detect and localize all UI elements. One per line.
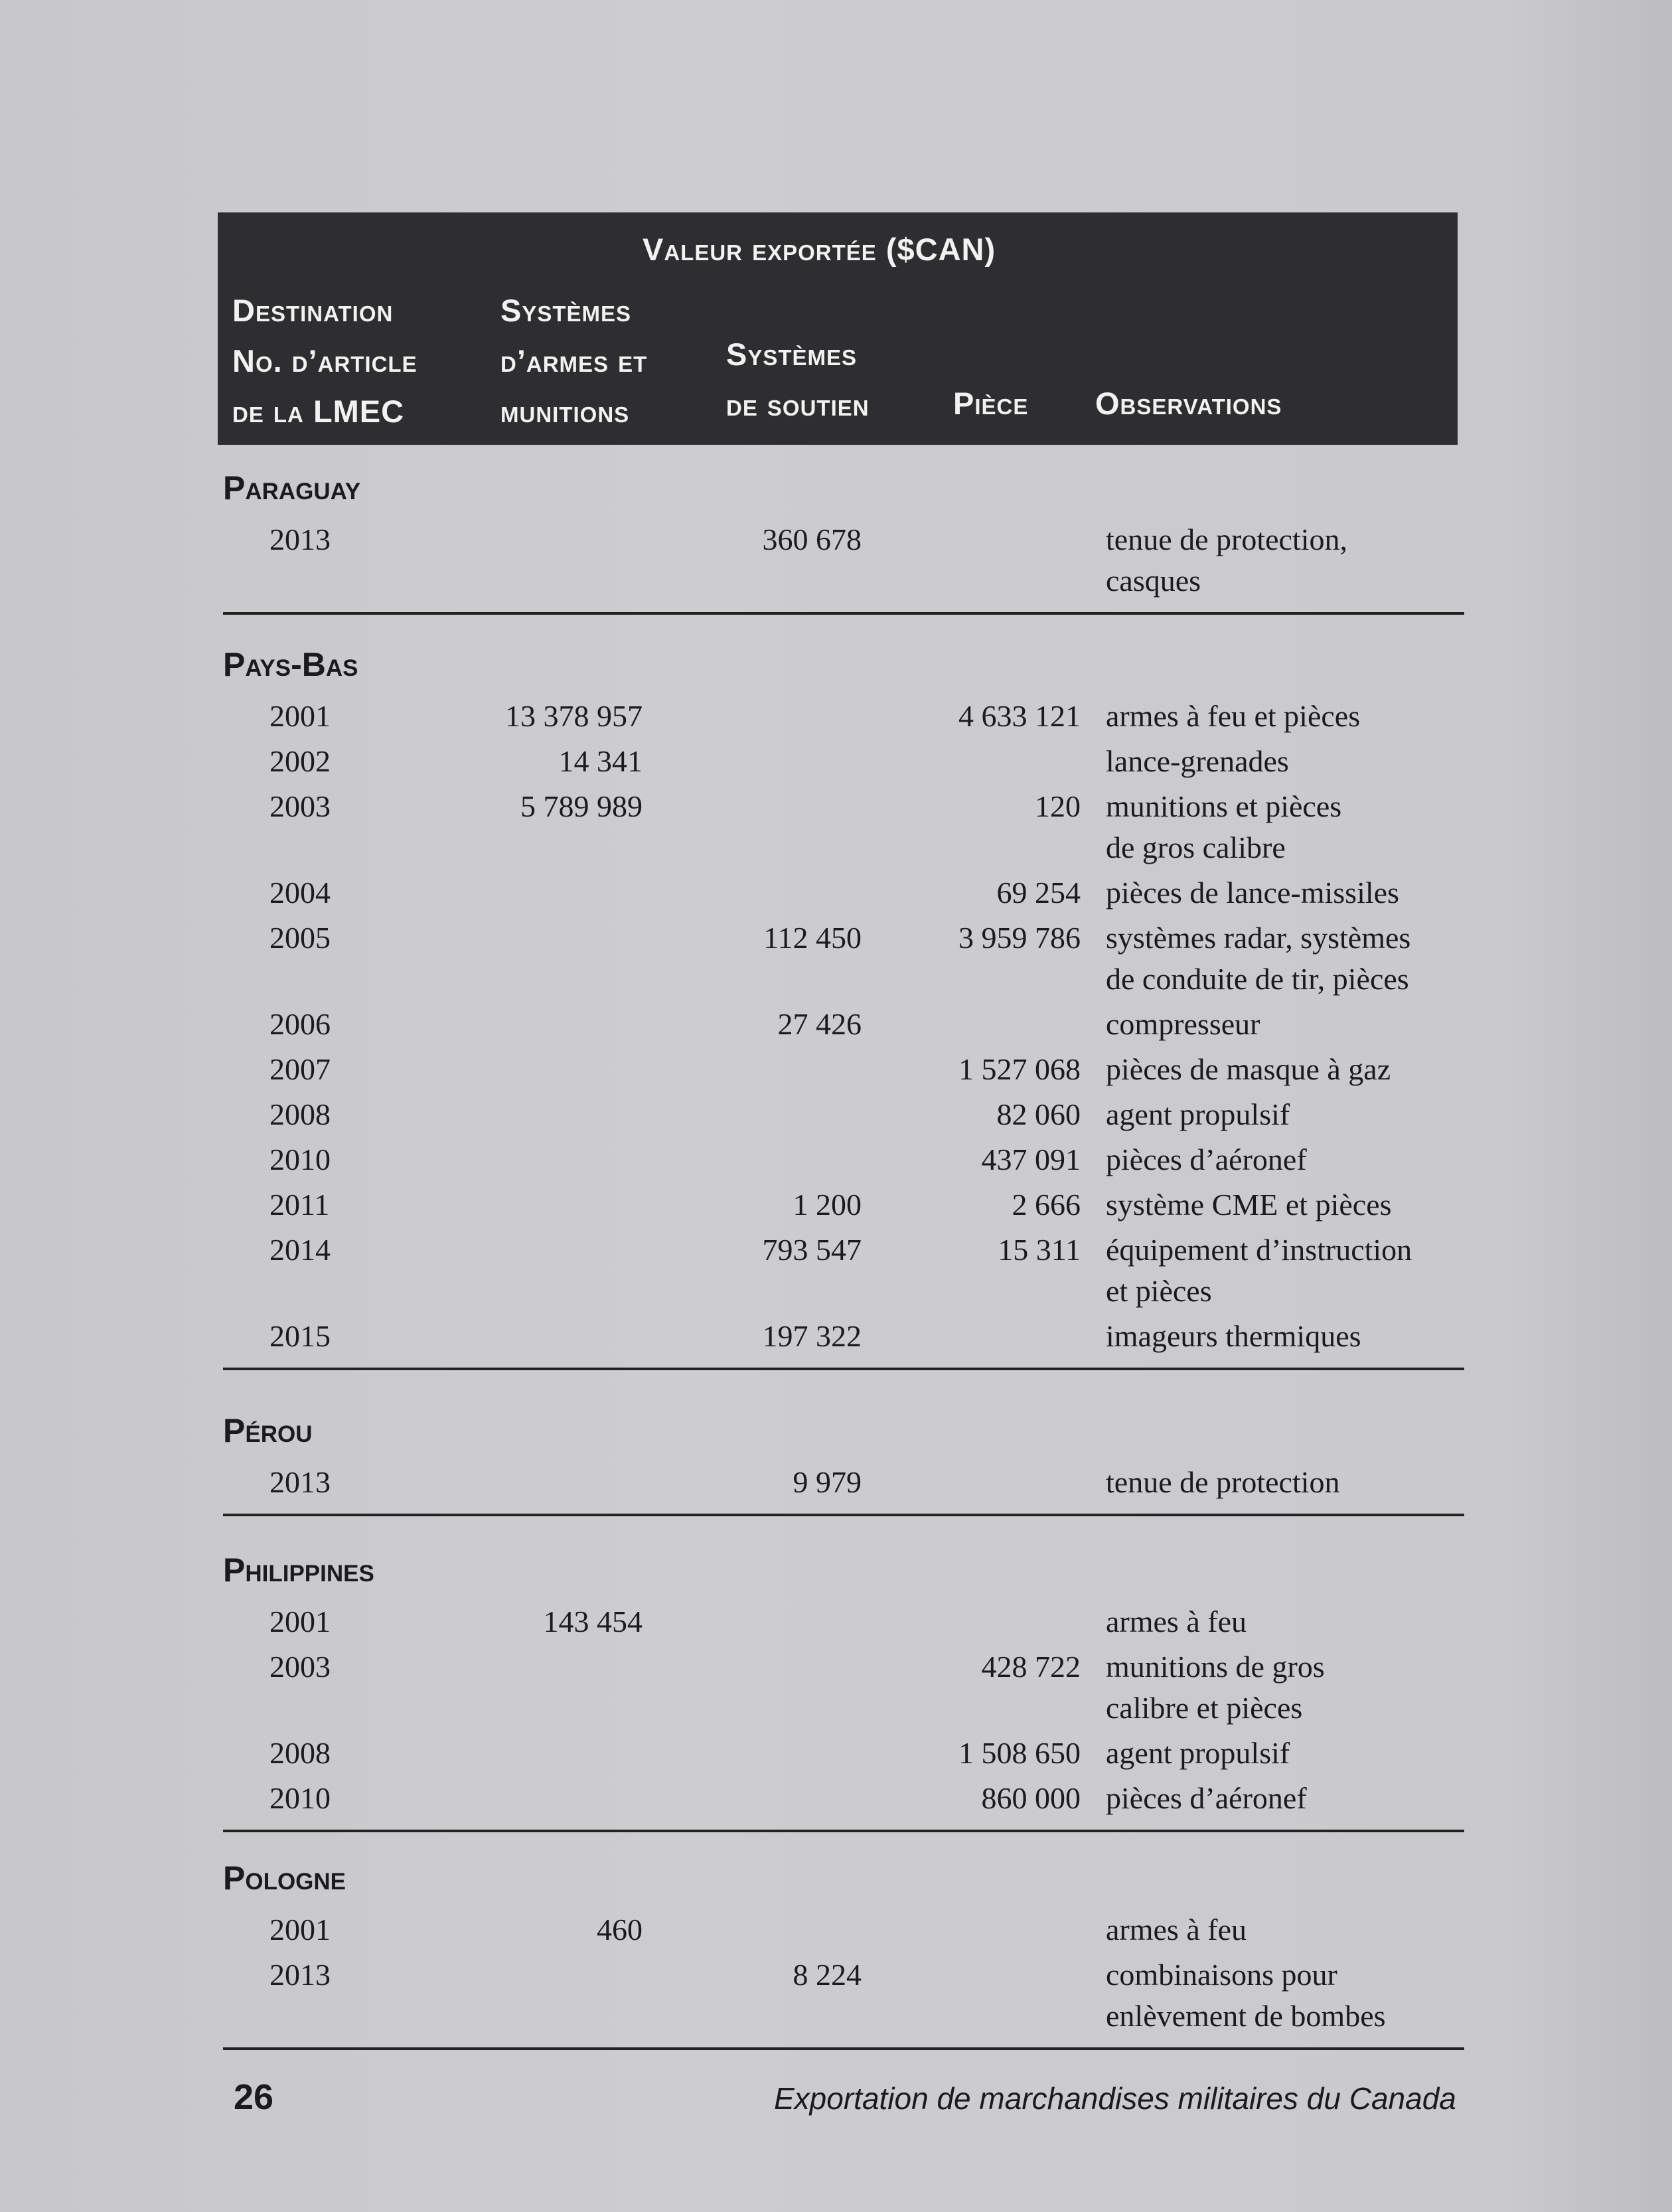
- header-soutien-line1: Systèmes: [726, 337, 858, 372]
- section-divider: [223, 1368, 1464, 1370]
- header-soutien-line2: de soutien: [726, 387, 870, 422]
- year-cell: 2013: [269, 1958, 331, 1992]
- year-cell: 2011: [269, 1188, 330, 1222]
- soutien-value-cell: 360 678: [762, 522, 862, 556]
- section-divider: [223, 1514, 1464, 1516]
- observation-line: compresseur: [1106, 1007, 1260, 1041]
- piece-value-cell: 437 091: [981, 1143, 1081, 1176]
- year-cell: 2002: [269, 744, 331, 778]
- observations-cell: [1106, 1462, 1478, 1503]
- piece-value-cell: 860 000: [981, 1781, 1081, 1815]
- observation-line: pièces d’aéronef: [1106, 1781, 1307, 1815]
- piece-value-cell: 4 633 121: [958, 699, 1081, 733]
- observation-line: de conduite de tir, pièces: [1106, 962, 1409, 996]
- piece-value-cell: 120: [1035, 789, 1081, 823]
- year-cell: 2013: [269, 522, 331, 556]
- observation-line: armes à feu: [1106, 1605, 1247, 1638]
- table-header: [218, 212, 1458, 445]
- observation-line: lance-grenades: [1106, 744, 1289, 778]
- observation-line: systèmes radar, systèmes: [1106, 921, 1411, 955]
- observations-cell: [1106, 1139, 1478, 1180]
- year-cell: 2001: [269, 1913, 331, 1946]
- observations-cell: [1106, 917, 1478, 1000]
- observation-line: pièces d’aéronef: [1106, 1143, 1307, 1176]
- header-armes-line2: d’armes et: [500, 343, 648, 378]
- section-divider: [223, 2047, 1464, 2050]
- observations-cell: [1106, 872, 1478, 913]
- soutien-value-cell: 1 200: [793, 1188, 862, 1222]
- header-armes-line1: Systèmes: [500, 293, 632, 328]
- observations-cell: [1106, 519, 1478, 601]
- piece-value-cell: 3 959 786: [958, 921, 1081, 955]
- armes-value-cell: 460: [597, 1913, 643, 1946]
- soutien-value-cell: 9 979: [793, 1465, 862, 1499]
- observation-line: agent propulsif: [1106, 1736, 1290, 1770]
- piece-value-cell: 1 508 650: [958, 1736, 1081, 1770]
- section-divider: [223, 1830, 1464, 1832]
- observation-line: pièces de masque à gaz: [1106, 1052, 1391, 1086]
- header-lmec: de la LMEC: [232, 394, 405, 429]
- country-name: Philippines: [223, 1551, 374, 1589]
- year-cell: 2003: [269, 789, 331, 823]
- year-cell: 2014: [269, 1233, 331, 1267]
- observations-cell: [1106, 1049, 1478, 1090]
- observations-cell: [1106, 1909, 1478, 1950]
- soutien-value-cell: 8 224: [793, 1958, 862, 1992]
- year-cell: 2007: [269, 1052, 331, 1086]
- year-cell: 2006: [269, 1007, 331, 1041]
- header-article: No. d’article: [232, 343, 418, 378]
- header-armes-line3: munitions: [500, 394, 630, 429]
- observation-line: enlèvement de bombes: [1106, 1999, 1386, 2033]
- header-destination-column: [232, 285, 418, 437]
- observation-line: pièces de lance-missiles: [1106, 876, 1399, 909]
- observation-line: munitions et pièces: [1106, 789, 1342, 823]
- section-divider: [223, 612, 1464, 615]
- soutien-value-cell: 197 322: [762, 1319, 862, 1353]
- observation-line: armes à feu: [1106, 1913, 1247, 1946]
- year-cell: 2008: [269, 1097, 331, 1131]
- header-observations: Observations: [1095, 386, 1282, 421]
- observations-cell: [1106, 741, 1478, 782]
- country-name: Paraguay: [223, 469, 361, 507]
- soutien-value-cell: 27 426: [777, 1007, 862, 1041]
- observations-cell: [1106, 696, 1478, 737]
- year-cell: 2010: [269, 1143, 331, 1176]
- observation-line: et pièces: [1106, 1274, 1212, 1308]
- observations-cell: [1106, 1601, 1478, 1642]
- piece-value-cell: 15 311: [998, 1233, 1081, 1267]
- piece-value-cell: 428 722: [981, 1650, 1081, 1684]
- observations-cell: [1106, 1004, 1478, 1045]
- page-number: 26: [234, 2077, 274, 2117]
- year-cell: 2001: [269, 699, 331, 733]
- year-cell: 2003: [269, 1650, 331, 1684]
- header-armes-column: [500, 285, 647, 437]
- observation-line: armes à feu et pièces: [1106, 699, 1361, 733]
- observations-cell: [1106, 1954, 1478, 2037]
- country-name: Pérou: [223, 1412, 313, 1449]
- header-piece: Pièce: [953, 386, 1029, 421]
- observation-line: combinaisons pour: [1106, 1958, 1337, 1992]
- observation-line: tenue de protection,: [1106, 522, 1348, 556]
- armes-value-cell: 143 454: [543, 1605, 643, 1638]
- observation-line: casques: [1106, 564, 1201, 597]
- header-soutien-column: [726, 329, 870, 430]
- soutien-value-cell: 112 450: [763, 921, 862, 955]
- year-cell: 2013: [269, 1465, 331, 1499]
- country-name: Pays-Bas: [223, 646, 358, 683]
- observations-cell: [1106, 786, 1478, 868]
- piece-value-cell: 69 254: [996, 876, 1081, 909]
- soutien-value-cell: 793 547: [762, 1233, 862, 1267]
- year-cell: 2010: [269, 1781, 331, 1815]
- observations-cell: [1106, 1778, 1478, 1819]
- observation-line: de gros calibre: [1106, 830, 1286, 864]
- running-footer-title: Exportation de marchandises militaires du Canada: [774, 2081, 1456, 2116]
- armes-value-cell: 14 341: [558, 744, 643, 778]
- observation-line: imageurs thermiques: [1106, 1319, 1361, 1353]
- header-value-title: Valeur exportée ($CAN): [643, 232, 996, 267]
- year-cell: 2001: [269, 1605, 331, 1638]
- year-cell: 2004: [269, 876, 331, 909]
- year-cell: 2015: [269, 1319, 331, 1353]
- observations-cell: [1106, 1229, 1478, 1312]
- year-cell: 2008: [269, 1736, 331, 1770]
- piece-value-cell: 1 527 068: [958, 1052, 1081, 1086]
- observation-line: agent propulsif: [1106, 1097, 1290, 1131]
- observation-line: munitions de gros: [1106, 1650, 1325, 1684]
- year-cell: 2005: [269, 921, 331, 955]
- observations-cell: [1106, 1733, 1478, 1774]
- header-destination: Destination: [232, 293, 394, 328]
- country-name: Pologne: [223, 1859, 346, 1897]
- observation-line: équipement d’instruction: [1106, 1233, 1412, 1267]
- piece-value-cell: 82 060: [996, 1097, 1081, 1131]
- armes-value-cell: 5 789 989: [520, 789, 643, 823]
- observations-cell: [1106, 1316, 1478, 1357]
- observation-line: tenue de protection: [1106, 1465, 1340, 1499]
- observations-cell: [1106, 1646, 1478, 1729]
- observation-line: calibre et pièces: [1106, 1691, 1303, 1725]
- piece-value-cell: 2 666: [1012, 1188, 1081, 1222]
- armes-value-cell: 13 378 957: [505, 699, 643, 733]
- observations-cell: [1106, 1094, 1478, 1135]
- observation-line: système CME et pièces: [1106, 1188, 1392, 1222]
- observations-cell: [1106, 1184, 1478, 1225]
